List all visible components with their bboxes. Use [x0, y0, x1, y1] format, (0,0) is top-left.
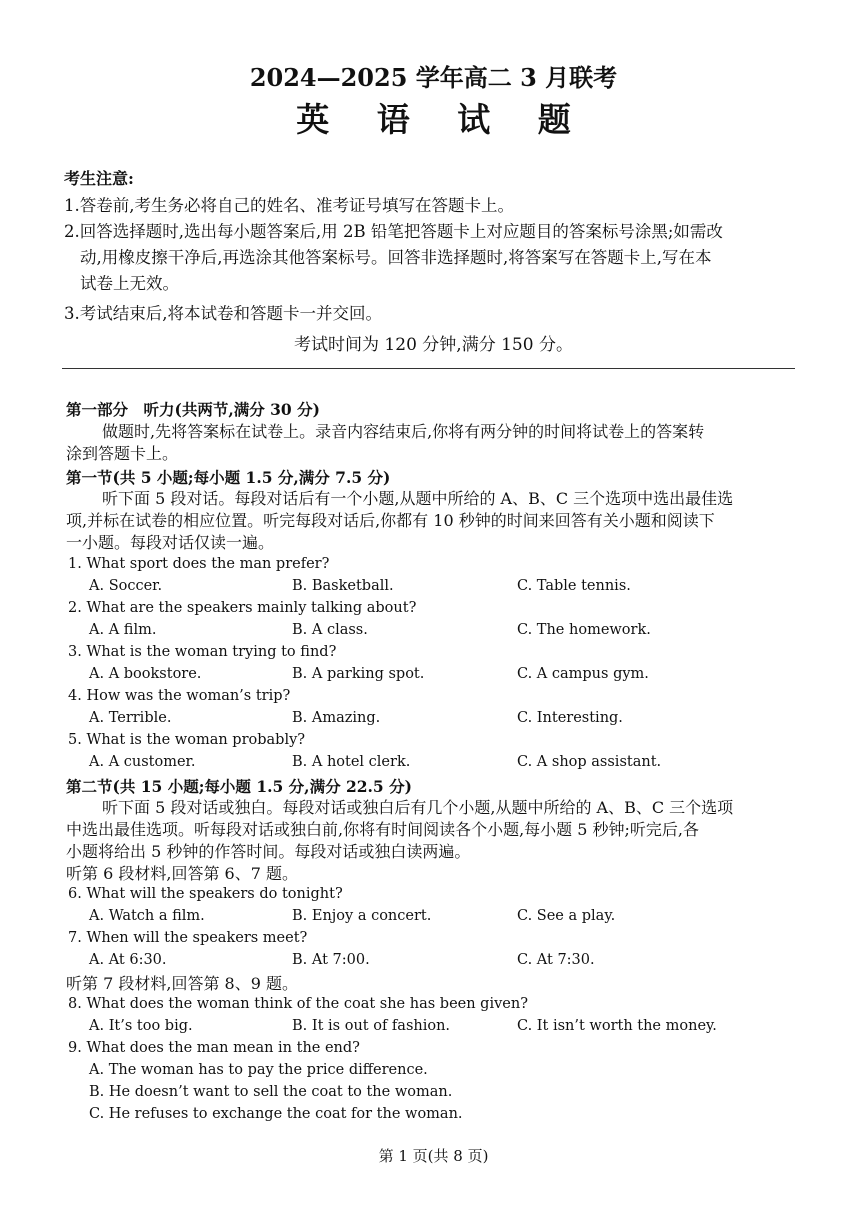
notice-item: 1.答卷前,考生务必将自己的姓名、准考证号填写在答题卡上。 — [64, 196, 514, 215]
option-a: A. Terrible. — [89, 710, 172, 726]
section-intro: 中选出最佳选项。听每段对话或独白前,你将有时间阅读各个小题,每小题 5 秒钟;听完后,各 — [66, 820, 700, 839]
question: 2. What are the speakers mainly talking about? — [68, 600, 417, 616]
section-intro: 小题将给出 5 秒钟的作答时间。每段对话或独白读两遍。 — [66, 842, 471, 861]
option-c: C. The homework. — [517, 622, 651, 638]
question: 5. What is the woman probably? — [68, 732, 306, 748]
notice-item: 2.回答选择题时,选出每小题答案后,用 2B 铅笔把答题卡上对应题目的答案标号涂黑;如需改 — [64, 222, 723, 241]
option-b: B. Enjoy a concert. — [292, 908, 432, 924]
section-intro: 一小题。每段对话仅读一遍。 — [66, 533, 275, 552]
option-b: B. Basketball. — [292, 578, 394, 594]
option-b: B. He doesn’t want to sell the coat to the woman. — [89, 1084, 453, 1100]
question: 6. What will the speakers do tonight? — [68, 886, 343, 902]
option-b: B. Amazing. — [292, 710, 381, 726]
notice-title: 考生注意: — [64, 169, 134, 188]
section-title: 第一节(共 5 小题;每小题 1.5 分,满分 7.5 分) — [66, 468, 391, 487]
option-a: A. A customer. — [89, 754, 196, 770]
page-footer: 第 1 页(共 8 页) — [378, 1147, 489, 1165]
section-intro: 听下面 5 段对话。每段对话后有一个小题,从题中所给的 A、B、C 三个选项中选出最佳选 — [102, 489, 734, 508]
option-a: A. Soccer. — [89, 578, 163, 594]
section-intro: 听下面 5 段对话或独白。每段对话或独白后有几个小题,从题中所给的 A、B、C 三个选项 — [102, 798, 734, 817]
notice-item: 动,用橡皮擦干净后,再选涂其他答案标号。回答非选择题时,将答案写在答题卡上,写在本 — [80, 248, 712, 267]
question: 8. What does the woman think of the coat she has been given? — [68, 996, 528, 1012]
option-c: C. A campus gym. — [517, 666, 649, 682]
question: 4. How was the woman’s trip? — [68, 688, 291, 704]
notice-item: 3.考试结束后,将本试卷和答题卡一并交回。 — [64, 304, 382, 323]
option-b: B. A hotel clerk. — [292, 754, 411, 770]
divider — [62, 368, 795, 369]
option-c: C. At 7:30. — [517, 952, 595, 968]
question: 3. What is the woman trying to find? — [68, 644, 337, 660]
exam-title: 2024—2025 学年高二 3 月联考 — [249, 63, 618, 92]
option-c: C. See a play. — [517, 908, 616, 924]
subject-title: 英 语 试 题 — [296, 100, 589, 139]
question: 1. What sport does the man prefer? — [68, 556, 330, 572]
material-note: 听第 7 段材料,回答第 8、9 题。 — [66, 974, 298, 993]
part-intro: 涂到答题卡上。 — [66, 444, 179, 463]
option-b: B. A class. — [292, 622, 368, 638]
section-intro: 项,并标在试卷的相应位置。听完每段对话后,你都有 10 秒钟的时间来回答有关小题和阅读下 — [66, 511, 715, 530]
exam-time: 考试时间为 120 分钟,满分 150 分。 — [294, 335, 573, 355]
notice-item: 试卷上无效。 — [80, 274, 179, 293]
material-note: 听第 6 段材料,回答第 6、7 题。 — [66, 864, 298, 883]
question: 7. When will the speakers meet? — [68, 930, 308, 946]
question: 9. What does the man mean in the end? — [68, 1040, 360, 1056]
option-c: C. Table tennis. — [517, 578, 631, 594]
option-c: C. It isn’t worth the money. — [517, 1018, 717, 1034]
option-a: A. The woman has to pay the price difference. — [89, 1062, 428, 1078]
option-b: B. At 7:00. — [292, 952, 370, 968]
option-a: A. At 6:30. — [89, 952, 167, 968]
option-a: A. It’s too big. — [89, 1018, 193, 1034]
section-title: 第二节(共 15 小题;每小题 1.5 分,满分 22.5 分) — [66, 777, 412, 796]
option-b: B. A parking spot. — [292, 666, 425, 682]
option-c: C. Interesting. — [517, 710, 623, 726]
option-b: B. It is out of fashion. — [292, 1018, 451, 1034]
option-c: C. A shop assistant. — [517, 754, 662, 770]
part-title: 第一部分 听力(共两节,满分 30 分) — [66, 400, 320, 419]
part-intro: 做题时,先将答案标在试卷上。录音内容结束后,你将有两分钟的时间将试卷上的答案转 — [102, 422, 705, 441]
option-a: A. A bookstore. — [89, 666, 202, 682]
option-c: C. He refuses to exchange the coat for the woman. — [89, 1106, 463, 1122]
option-a: A. Watch a film. — [89, 908, 205, 924]
option-a: A. A film. — [89, 622, 157, 638]
